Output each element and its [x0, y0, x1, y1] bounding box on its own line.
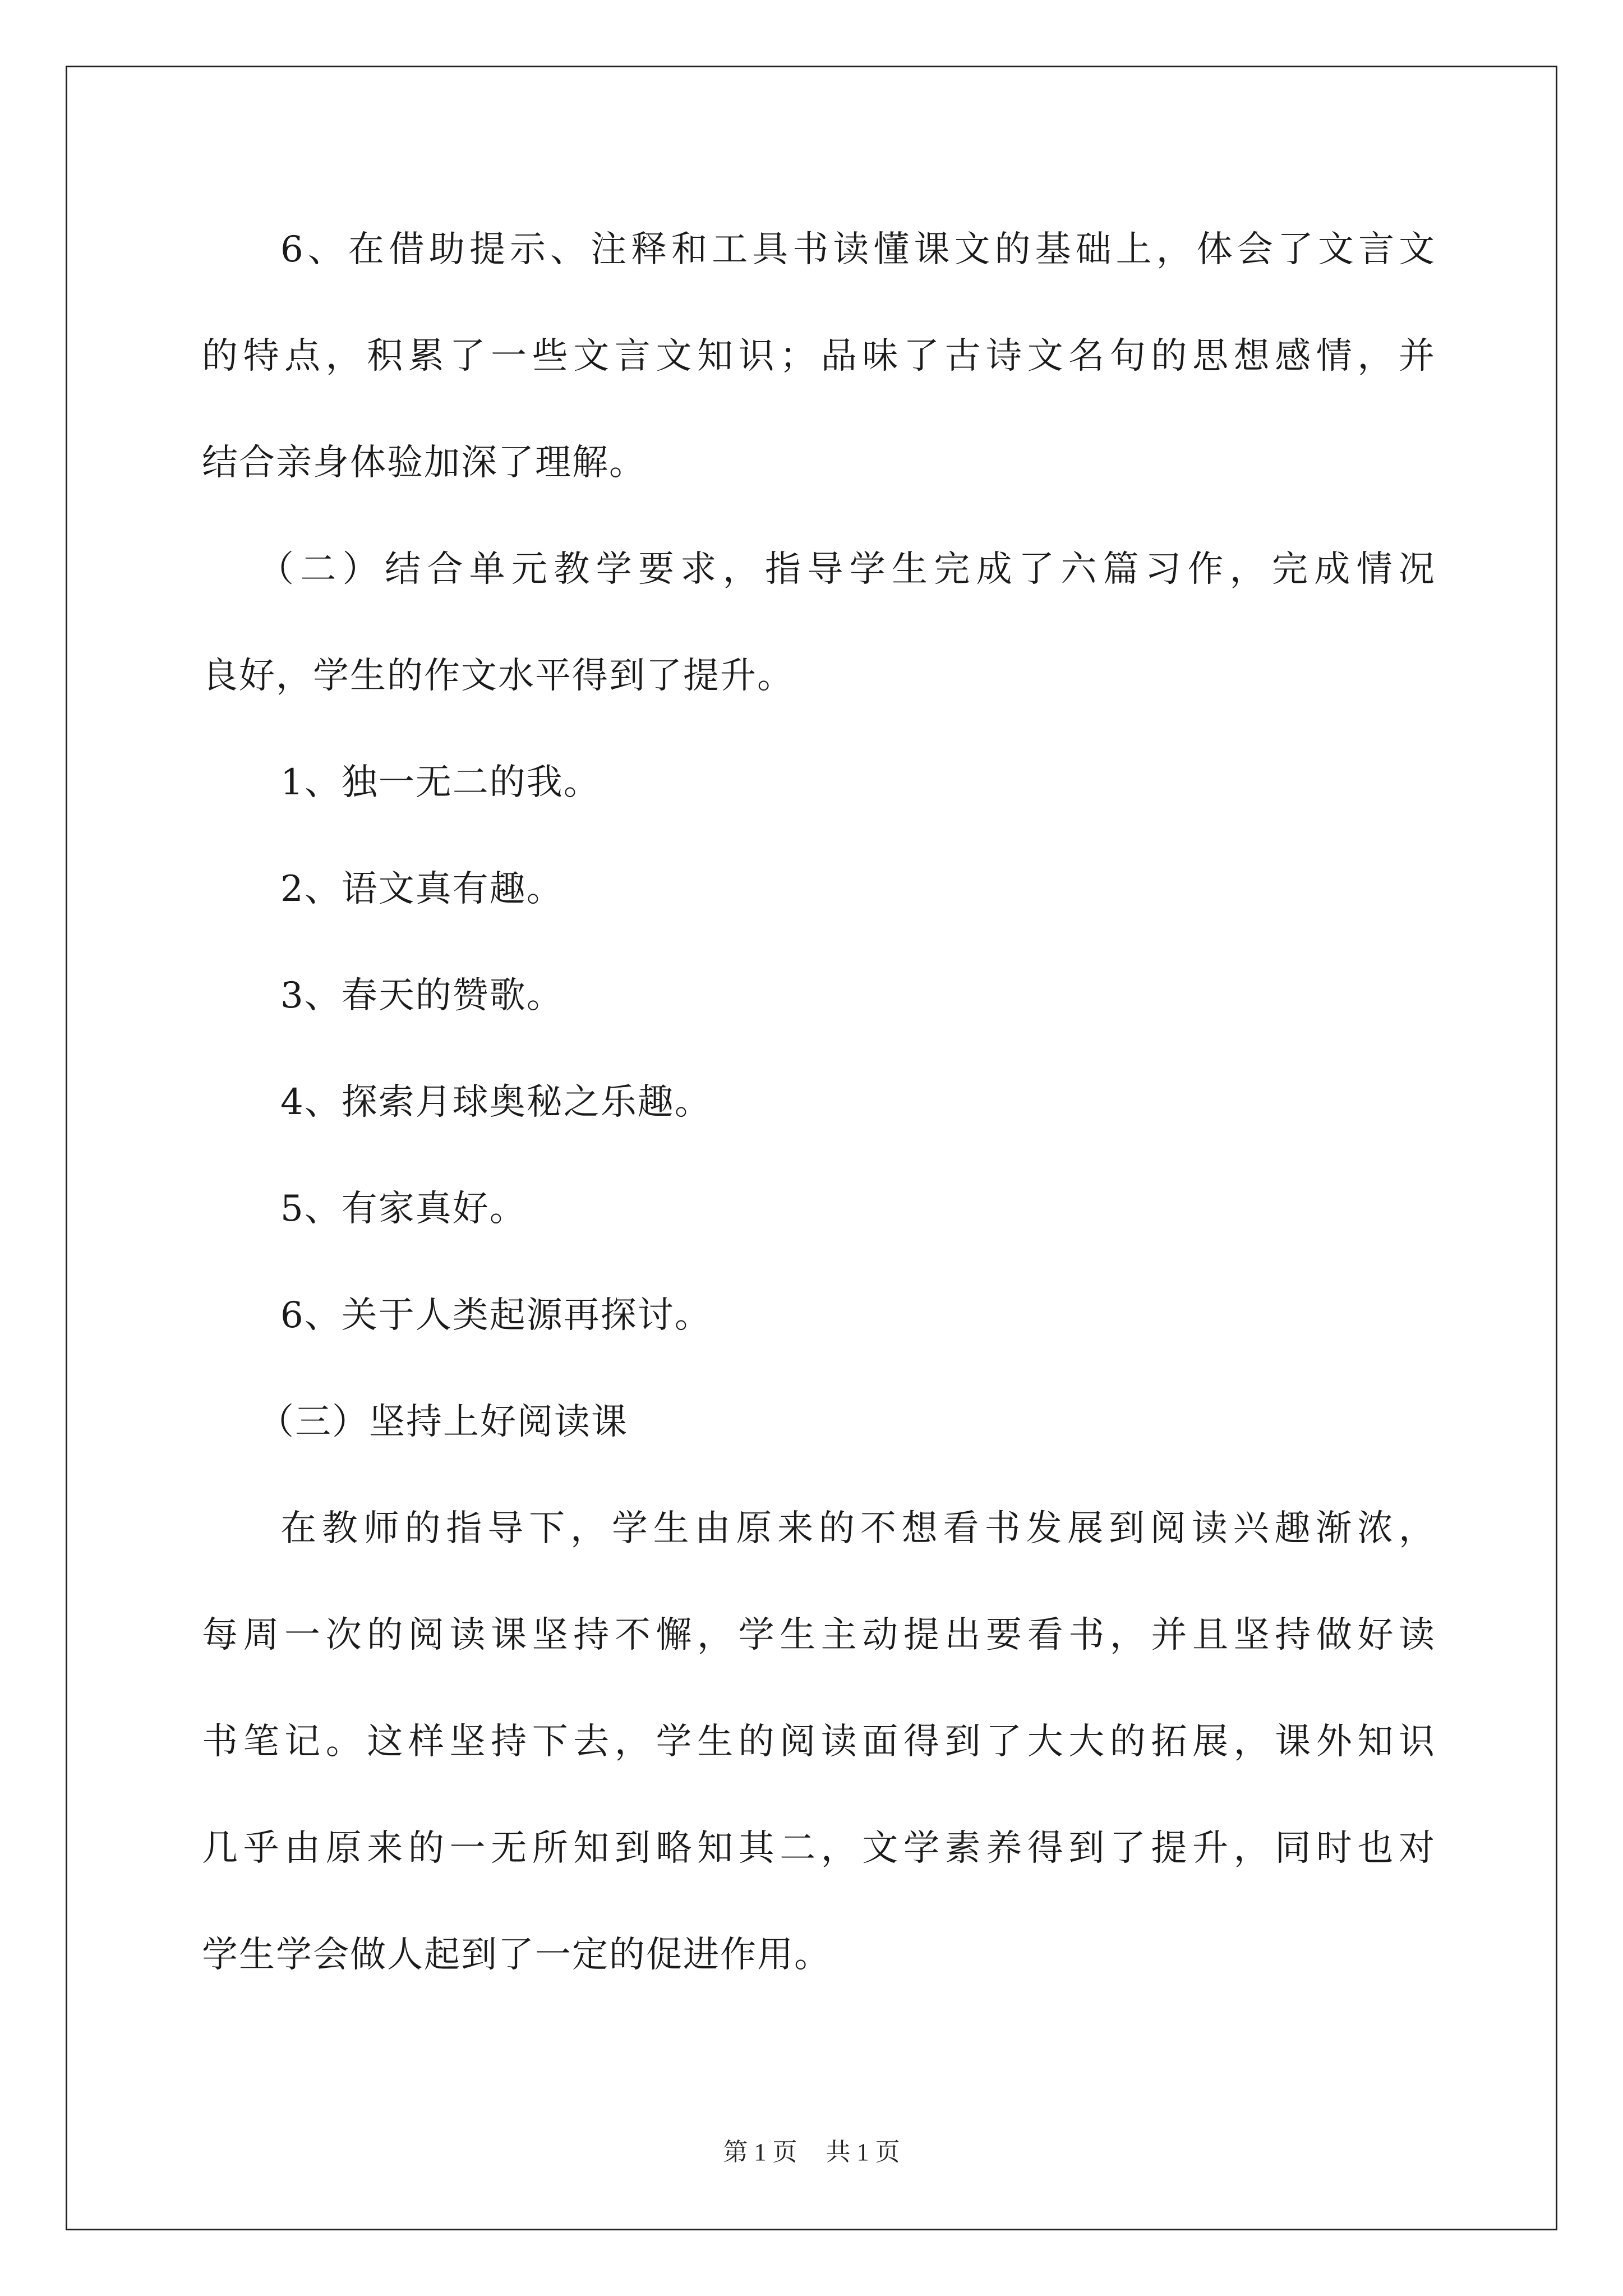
paragraph-2-line-2: 良好，学生的作文水平得到了提升。	[202, 655, 794, 697]
section-heading-3: （三）坚持上好阅读课	[258, 1401, 628, 1443]
paragraph-1-line-2: 的特点，积累了一些文言文知识；品味了古诗文名句的思想感情，并	[202, 335, 1436, 377]
paragraph-final-line-5: 学生学会做人起到了一定的促进作用。	[202, 1934, 831, 1976]
list-item-2: 2、语文真有趣。	[280, 868, 564, 910]
paragraph-final-line-1: 在教师的指导下，学生由原来的不想看书发展到阅读兴趣渐浓，	[280, 1508, 1436, 1549]
paragraph-final-line-4: 几乎由原来的一无所知到略知其二，文学素养得到了提升，同时也对	[202, 1828, 1436, 1869]
page-footer	[0, 2132, 1623, 2168]
paragraph-1-line-3: 结合亲身体验加深了理解。	[202, 442, 646, 484]
page-total: 共 1 页	[826, 2138, 900, 2166]
page-border	[66, 66, 1557, 2230]
list-item-5: 5、有家真好。	[280, 1188, 527, 1230]
list-item-4: 4、探索月球奥秘之乐趣。	[280, 1082, 712, 1123]
paragraph-final-line-3: 书笔记。这样坚持下去，学生的阅读面得到了大大的拓展，课外知识	[202, 1721, 1436, 1763]
paragraph-1-line-1: 6、在借助提示、注释和工具书读懂课文的基础上，体会了文言文	[280, 229, 1436, 270]
paragraph-final-line-2: 每周一次的阅读课坚持不懈，学生主动提出要看书，并且坚持做好读	[202, 1614, 1436, 1656]
page-number: 第 1 页	[723, 2138, 797, 2166]
list-item-1: 1、独一无二的我。	[280, 762, 601, 803]
paragraph-2-line-1: （二）结合单元教学要求，指导学生完成了六篇习作，完成情况	[258, 549, 1436, 590]
list-item-3: 3、春天的赞歌。	[280, 975, 564, 1016]
list-item-6: 6、关于人类起源再探讨。	[280, 1295, 712, 1336]
